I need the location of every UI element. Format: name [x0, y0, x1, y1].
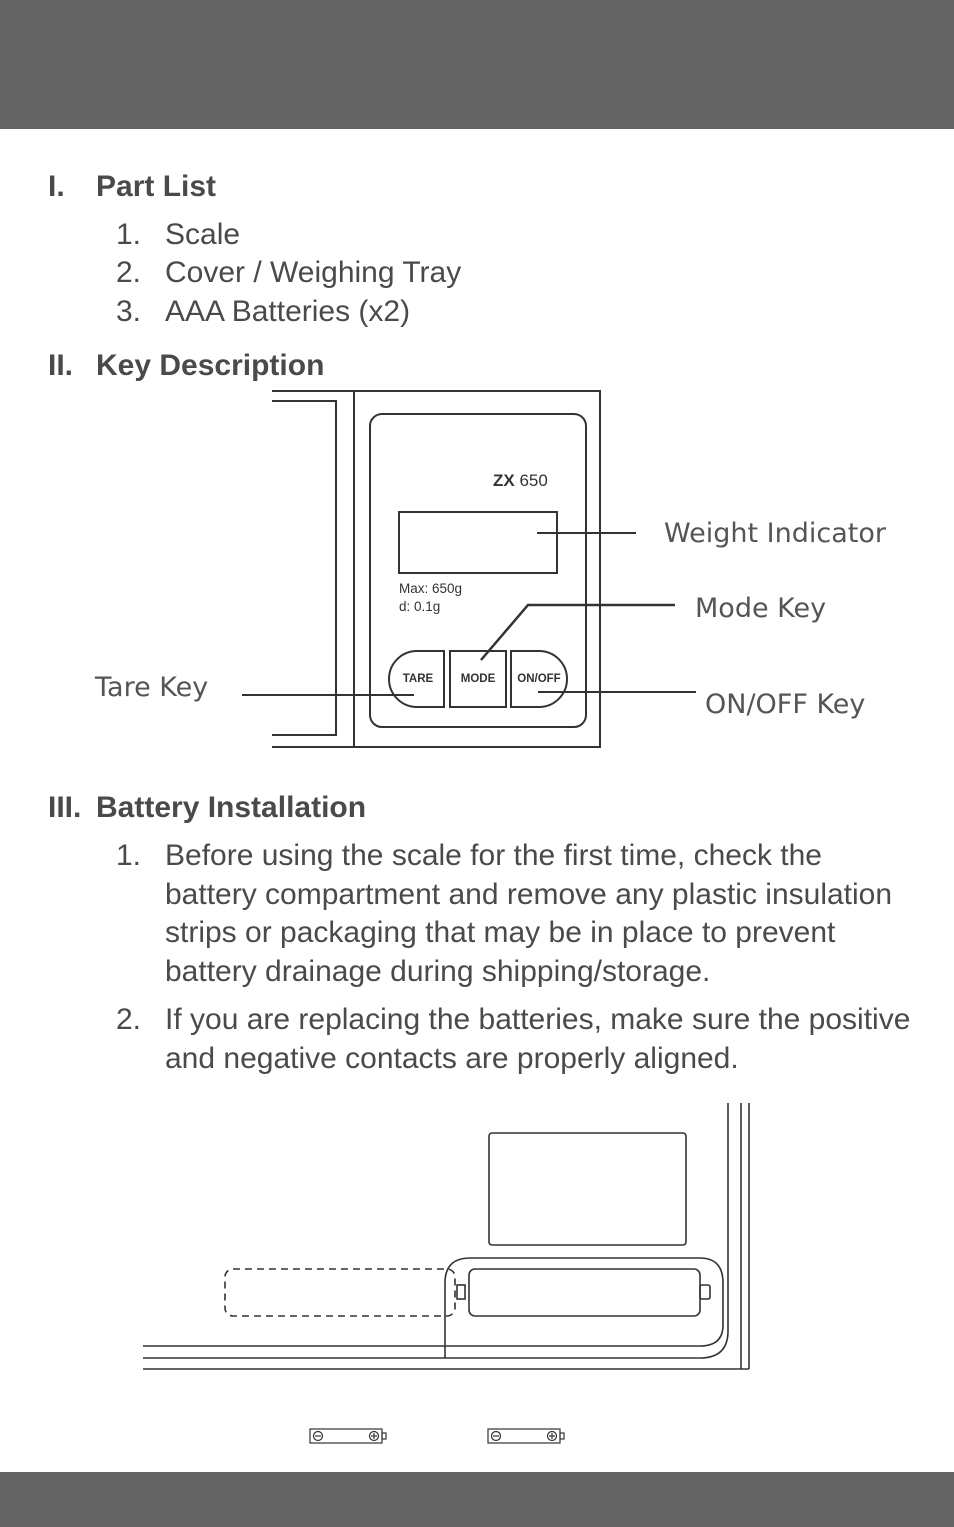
brand-label [493, 471, 548, 491]
section-number: III. [48, 791, 82, 824]
weight-indicator-callout: Weight Indicator [664, 518, 886, 549]
brand-name: ZX [493, 471, 515, 490]
division-label: d: 0.1g [399, 599, 441, 614]
footer-band [0, 1472, 954, 1527]
list-item-number: 1. [116, 839, 142, 872]
tray-outline-outer [272, 391, 354, 747]
polarity-icons [0, 1425, 954, 1447]
battery-diagram [0, 1095, 954, 1465]
battery-compartment [445, 1258, 723, 1358]
list-item-text: If you are replacing the batteries, make sure the positive and negative contacts are properly aligned. [165, 1003, 911, 1075]
battery-terminal [700, 1285, 710, 1299]
section-number: II. [48, 349, 74, 382]
list-item-text: Scale [165, 218, 241, 251]
battery-polarity-icon [310, 1429, 386, 1443]
section-title: Part List [96, 170, 217, 203]
list-item [116, 1001, 916, 1078]
model-number: 650 [519, 471, 548, 490]
list-item-number: 2. [116, 1003, 142, 1036]
list-item-text: Before using the scale for the first time, check the battery compartment and remove any plastic insulation strips or packaging that may be in place to prevent battery drainage during shipping/storage. [165, 839, 893, 988]
battery-cover [489, 1133, 686, 1245]
section-battery-installation-heading [48, 790, 366, 826]
section-number: I. [48, 170, 65, 203]
list-item-number: 2. [116, 256, 142, 289]
section-title: Key Description [96, 349, 325, 382]
list-item-number: 3. [116, 295, 142, 328]
tare-key-callout: Tare Key [95, 672, 209, 703]
list-item-text: Cover / Weighing Tray [165, 256, 462, 289]
tray-outline-inner [272, 401, 336, 735]
mode-key-label: MODE [460, 673, 496, 685]
compartment-base [445, 1331, 728, 1358]
list-item-text: AAA Batteries (x2) [165, 295, 411, 328]
display-window [399, 512, 557, 573]
battery-polarity-icon [488, 1429, 564, 1443]
capacity-label: Max: 650g [399, 581, 463, 596]
battery-outline-dashed [225, 1269, 455, 1316]
list-item-number: 1. [116, 218, 142, 251]
spring-contact [457, 1285, 465, 1299]
mode-key-callout: Mode Key [695, 593, 827, 624]
list-item [116, 837, 916, 991]
tare-key-label: TARE [402, 673, 434, 685]
onoff-key-label: ON/OFF [517, 673, 561, 685]
battery-installed [469, 1269, 700, 1316]
onoff-key-callout: ON/OFF Key [705, 689, 866, 720]
section-title: Battery Installation [96, 791, 367, 824]
